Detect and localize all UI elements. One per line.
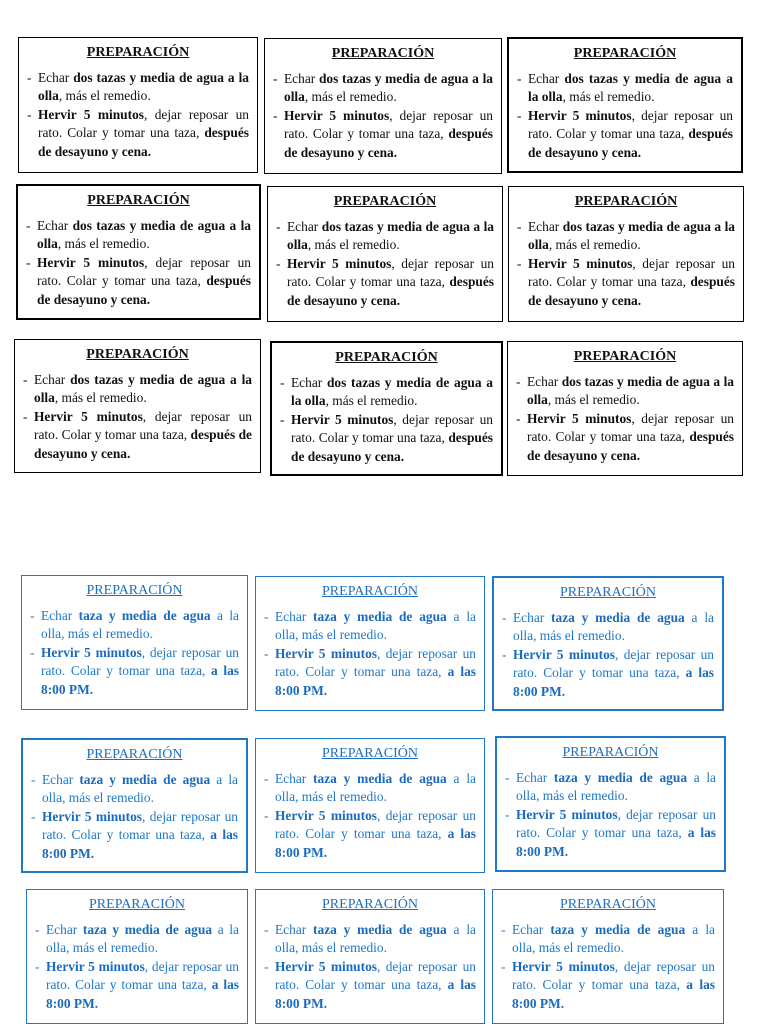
- step-text: Echar: [275, 922, 314, 937]
- step-text: , dejar reposar un rato. Colar y tomar una taza,: [46, 958, 240, 993]
- step-bold: taza y media de agua: [79, 772, 211, 787]
- steps-list: [516, 373, 734, 465]
- step-1: [264, 921, 476, 958]
- step-text: , más el remedio.: [562, 89, 655, 105]
- steps-list: [501, 921, 715, 1013]
- card-title: PREPARACIÓN: [86, 45, 190, 60]
- step-1: [26, 217, 251, 254]
- card-title: PREPARACIÓN: [573, 46, 677, 61]
- steps-list: [264, 608, 476, 700]
- step-text: , dejar reposar un rato. Colar y tomar una taza,: [516, 806, 716, 841]
- step-bold: Hervir 5 minutos: [528, 255, 633, 271]
- card-title: PREPARACIÓN: [560, 585, 656, 600]
- steps-list: [23, 371, 252, 463]
- step-1: [502, 609, 714, 646]
- step-1: [31, 771, 238, 808]
- card-title: PREPARACIÓN: [89, 897, 185, 912]
- step-2: [264, 645, 476, 700]
- card-blue-7: [26, 889, 248, 1024]
- step-1: [264, 608, 476, 645]
- step-bold: Hervir 5 minutos: [42, 808, 142, 824]
- step-text: , dejar reposar un rato. Colar y tomar una taza,: [41, 644, 240, 679]
- steps-list: [273, 70, 493, 162]
- card-blue-9: [492, 889, 724, 1024]
- step-text: , dejar reposar un rato. Colar y tomar una taza,: [527, 410, 734, 445]
- card-blue-1: [21, 575, 248, 710]
- step-bold: a las 8:00 PM.: [275, 826, 477, 860]
- steps-list: [505, 769, 716, 861]
- step-bold: taza y media de agua: [551, 610, 685, 625]
- step-bold: a las 8:00 PM.: [46, 977, 239, 1011]
- step-2: [30, 644, 239, 699]
- step-text: Echar: [513, 610, 552, 625]
- step-1: [516, 373, 734, 410]
- step-2: [27, 106, 249, 161]
- step-text: Echar: [275, 771, 314, 786]
- step-text: , dejar reposar un rato. Colar y tomar una taza,: [275, 645, 476, 680]
- step-text: a la olla, más el remedio.: [41, 608, 239, 642]
- step-1: [264, 770, 476, 807]
- step-text: , más el remedio.: [547, 392, 640, 408]
- card-title: PREPARACIÓN: [87, 193, 190, 208]
- step-text: Echar: [528, 219, 563, 234]
- step-bold: después de desayuno y cena.: [37, 273, 251, 307]
- card-title: PREPARACIÓN: [333, 194, 437, 209]
- steps-list: [517, 70, 733, 162]
- step-2: [517, 107, 733, 162]
- card-black-3: [507, 37, 743, 173]
- step-text: Echar: [37, 218, 73, 233]
- step-bold: a las 8:00 PM.: [512, 977, 715, 1011]
- step-2: [31, 808, 238, 863]
- step-bold: dos tazas y media de agua a la olla: [34, 372, 252, 406]
- step-text: a la olla, más el remedio.: [513, 610, 714, 644]
- card-black-1: [18, 37, 258, 173]
- card-title: PREPARACIÓN: [86, 583, 183, 598]
- step-text: , dejar reposar un rato. Colar y tomar una taza,: [528, 255, 735, 290]
- step-text: a la olla, más el remedio.: [516, 770, 716, 804]
- step-1: [276, 218, 494, 255]
- step-text: Echar: [46, 922, 83, 937]
- step-2: [26, 254, 251, 309]
- steps-list: [264, 770, 476, 862]
- card-title: PREPARACIÓN: [573, 349, 677, 364]
- card-title: PREPARACIÓN: [331, 46, 435, 61]
- step-bold: después de desayuno y cena.: [527, 429, 734, 463]
- step-1: [501, 921, 715, 958]
- step-bold: taza y media de agua: [313, 922, 447, 937]
- step-text: , dejar reposar un rato. Colar y tomar una taza,: [38, 106, 249, 141]
- card-title: PREPARACIÓN: [86, 347, 189, 362]
- step-bold: dos tazas y media de agua a la olla: [291, 375, 493, 409]
- steps-list: [280, 374, 493, 466]
- step-text: , dejar reposar un rato. Colar y tomar una taza,: [513, 646, 714, 681]
- card-title: PREPARACIÓN: [562, 745, 659, 760]
- step-bold: Hervir 5 minutos: [527, 410, 632, 426]
- step-bold: Hervir 5 minutos: [287, 255, 392, 271]
- step-text: Echar: [527, 374, 562, 389]
- step-bold: Hervir 5 minutos: [275, 807, 377, 823]
- steps-list: [264, 921, 476, 1013]
- card-black-6: [508, 186, 744, 322]
- step-bold: taza y media de agua: [82, 922, 213, 937]
- step-text: a la olla, más el remedio.: [275, 922, 476, 956]
- steps-list: [502, 609, 714, 701]
- step-2: [517, 255, 735, 310]
- step-bold: dos tazas y media de agua a la olla: [287, 219, 494, 253]
- step-1: [517, 218, 735, 255]
- step-bold: Hervir 5 minutos: [34, 408, 143, 424]
- step-text: a la olla, más el remedio.: [275, 771, 476, 805]
- step-bold: Hervir 5 minutos: [512, 958, 615, 974]
- step-text: , más el remedio.: [307, 237, 400, 253]
- step-text: , dejar reposar un rato. Colar y tomar una taza,: [528, 107, 733, 142]
- step-bold: después de desayuno y cena.: [34, 427, 252, 461]
- step-bold: a las 8:00 PM.: [513, 665, 715, 699]
- step-bold: Hervir 5 minutos: [516, 806, 618, 822]
- card-blue-2: [255, 576, 485, 711]
- step-1: [517, 70, 733, 107]
- step-bold: después de desayuno y cena.: [528, 274, 735, 308]
- step-text: Echar: [275, 609, 314, 624]
- step-text: , dejar reposar un rato. Colar y tomar una taza,: [291, 411, 493, 446]
- step-2: [516, 410, 734, 465]
- step-bold: taza y media de agua: [550, 922, 686, 937]
- card-title: PREPARACIÓN: [335, 350, 438, 365]
- card-black-2: [264, 38, 502, 174]
- step-bold: Hervir 5 minutos: [284, 107, 390, 123]
- step-bold: Hervir 5 minutos: [291, 411, 394, 427]
- step-text: , dejar reposar un rato. Colar y tomar una taza,: [275, 958, 476, 993]
- step-1: [35, 921, 239, 958]
- steps-list: [27, 69, 249, 161]
- step-text: , dejar reposar un rato. Colar y tomar una taza,: [512, 958, 716, 993]
- step-text: , dejar reposar un rato. Colar y tomar una taza,: [37, 254, 251, 289]
- step-2: [501, 958, 715, 1013]
- step-bold: a las 8:00 PM.: [275, 664, 477, 698]
- step-1: [505, 769, 716, 806]
- step-bold: dos tazas y media de agua a la olla: [38, 70, 249, 104]
- step-text: , más el remedio.: [548, 237, 641, 253]
- step-bold: después de desayuno y cena.: [284, 126, 493, 160]
- step-text: , dejar reposar un rato. Colar y tomar una taza,: [287, 255, 494, 290]
- step-bold: a las 8:00 PM.: [516, 825, 716, 859]
- card-blue-4: [21, 738, 248, 873]
- steps-list: [35, 921, 239, 1013]
- step-2: [502, 646, 714, 701]
- step-text: , dejar reposar un rato. Colar y tomar una taza,: [275, 807, 476, 842]
- step-text: Echar: [34, 372, 71, 387]
- step-2: [276, 255, 494, 310]
- step-text: Echar: [41, 608, 79, 623]
- step-text: Echar: [512, 922, 551, 937]
- step-bold: dos tazas y media de agua a la olla: [37, 218, 251, 252]
- step-2: [273, 107, 493, 162]
- step-text: , más el remedio.: [57, 236, 150, 252]
- step-text: , más el remedio.: [325, 393, 418, 409]
- step-bold: Hervir 5 minutos: [41, 644, 142, 660]
- step-bold: después de desayuno y cena.: [528, 126, 733, 160]
- card-black-7: [14, 339, 261, 473]
- step-text: Echar: [42, 772, 80, 787]
- step-text: Echar: [287, 219, 322, 234]
- step-bold: dos tazas y media de agua a la olla: [528, 71, 733, 105]
- step-bold: Hervir 5 minutos: [37, 254, 145, 270]
- step-bold: dos tazas y media de agua a la olla: [528, 219, 735, 253]
- step-1: [27, 69, 249, 106]
- steps-list: [30, 607, 239, 699]
- step-bold: dos tazas y media de agua a la olla: [284, 71, 493, 105]
- step-text: Echar: [284, 71, 319, 86]
- step-2: [264, 807, 476, 862]
- step-bold: Hervir 5 minutos: [38, 106, 144, 122]
- step-bold: a las 8:00 PM.: [42, 827, 238, 861]
- step-text: Echar: [528, 71, 565, 86]
- step-text: , dejar reposar un rato. Colar y tomar una taza,: [42, 808, 238, 843]
- step-bold: Hervir 5 minutos: [528, 107, 632, 123]
- step-2: [35, 958, 239, 1013]
- step-bold: después de desayuno y cena.: [287, 274, 494, 308]
- card-title: PREPARACIÓN: [322, 584, 418, 599]
- step-text: Echar: [291, 375, 327, 390]
- card-black-5: [267, 186, 503, 322]
- card-black-8: [270, 341, 503, 476]
- step-2: [505, 806, 716, 861]
- card-title: PREPARACIÓN: [560, 897, 656, 912]
- step-bold: Hervir 5 minutos: [513, 646, 615, 662]
- step-bold: a las 8:00 PM.: [41, 663, 239, 697]
- card-blue-8: [255, 889, 485, 1024]
- card-black-4: [16, 184, 261, 320]
- card-blue-6: [495, 736, 726, 872]
- step-text: , más el remedio.: [54, 390, 147, 406]
- steps-list: [31, 771, 238, 863]
- step-2: [264, 958, 476, 1013]
- card-blue-5: [255, 738, 485, 873]
- step-2: [23, 408, 252, 463]
- step-bold: a las 8:00 PM.: [275, 977, 477, 1011]
- step-bold: Hervir 5 minutos: [46, 958, 145, 974]
- step-bold: después de desayuno y cena.: [38, 125, 249, 159]
- step-text: , más el remedio.: [304, 89, 397, 105]
- step-text: a la olla, más el remedio.: [275, 609, 476, 643]
- step-bold: Hervir 5 minutos: [275, 645, 377, 661]
- step-bold: dos tazas y media de agua a la olla: [527, 374, 734, 408]
- step-bold: taza y media de agua: [313, 609, 447, 624]
- step-bold: taza y media de agua: [313, 771, 447, 786]
- steps-list: [276, 218, 494, 310]
- step-text: , dejar reposar un rato. Colar y tomar una taza,: [284, 107, 493, 142]
- step-text: a la olla, más el remedio.: [512, 922, 716, 956]
- step-bold: taza y media de agua: [78, 608, 211, 623]
- card-title: PREPARACIÓN: [322, 746, 418, 761]
- card-title: PREPARACIÓN: [322, 897, 418, 912]
- step-1: [23, 371, 252, 408]
- step-text: Echar: [38, 70, 74, 85]
- card-black-9: [507, 341, 743, 476]
- step-bold: Hervir 5 minutos: [275, 958, 377, 974]
- steps-list: [26, 217, 251, 309]
- step-2: [280, 411, 493, 466]
- card-title: PREPARACIÓN: [574, 194, 678, 209]
- step-1: [30, 607, 239, 644]
- steps-list: [517, 218, 735, 310]
- step-1: [280, 374, 493, 411]
- step-text: a la olla, más el remedio.: [46, 922, 239, 956]
- step-bold: taza y media de agua: [553, 770, 688, 785]
- step-text: a la olla, más el remedio.: [42, 772, 239, 806]
- card-blue-3: [492, 576, 724, 711]
- step-text: , dejar reposar un rato. Colar y tomar una taza,: [34, 408, 253, 443]
- card-title: PREPARACIÓN: [86, 747, 183, 762]
- step-1: [273, 70, 493, 107]
- step-bold: después de desayuno y cena.: [291, 430, 493, 464]
- step-text: , más el remedio.: [58, 88, 151, 104]
- step-text: Echar: [516, 770, 554, 785]
